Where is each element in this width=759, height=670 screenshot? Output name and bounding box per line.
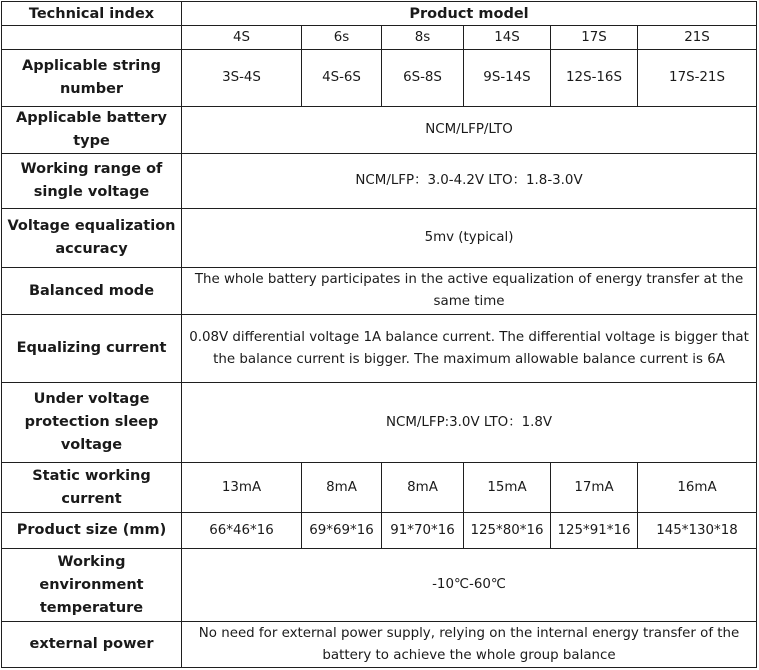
string-number-21s: 17S-21S (638, 50, 757, 107)
model-21s: 21S (638, 26, 757, 50)
single-voltage-value: NCM/LFP：3.0-4.2V LTO：1.8-3.0V (182, 154, 757, 209)
product-size-21s: 145*130*18 (638, 513, 757, 549)
equalization-accuracy-row (2, 209, 757, 268)
external-power-row (2, 622, 757, 668)
single-voltage-label: Working range of single voltage (2, 154, 182, 209)
string-number-label: Applicable string number (2, 50, 182, 107)
battery-type-row (2, 107, 757, 154)
technical-index-header: Technical index (2, 2, 182, 26)
static-current-4s: 13mA (182, 463, 302, 513)
balanced-mode-label: Balanced mode (2, 268, 182, 315)
working-temperature-value: -10℃-60℃ (182, 549, 757, 622)
static-current-8s: 8mA (382, 463, 464, 513)
model-row (2, 26, 757, 50)
string-number-row (2, 50, 757, 107)
balanced-mode-value: The whole battery participates in the active equalization of energy transfer at the same time (182, 268, 757, 315)
static-current-21s: 16mA (638, 463, 757, 513)
product-size-8s: 91*70*16 (382, 513, 464, 549)
string-number-4s: 3S-4S (182, 50, 302, 107)
battery-type-label: Applicable battery type (2, 107, 182, 154)
static-current-6s: 8mA (302, 463, 382, 513)
product-model-header: Product model (182, 2, 757, 26)
product-size-label: Product size (mm) (2, 513, 182, 549)
external-power-value: No need for external power supply, relying on the internal energy transfer of the battery to achieve the whole group balance (182, 622, 757, 668)
equalizing-current-value: 0.08V differential voltage 1A balance current. The differential voltage is bigger that the balance current is bigger. The maximum allowable balance current is 6A (182, 315, 757, 383)
balanced-mode-row (2, 268, 757, 315)
sleep-voltage-row (2, 383, 757, 463)
static-current-17s: 17mA (551, 463, 638, 513)
single-voltage-row (2, 154, 757, 209)
product-size-6s: 69*69*16 (302, 513, 382, 549)
sleep-voltage-label: Under voltage protection sleep voltage (2, 383, 182, 463)
model-17s: 17S (551, 26, 638, 50)
working-temperature-label: Working environment temperature (2, 549, 182, 622)
equalizing-current-label: Equalizing current (2, 315, 182, 383)
string-number-8s: 6S-8S (382, 50, 464, 107)
model-6s: 6s (302, 26, 382, 50)
product-size-14s: 125*80*16 (464, 513, 551, 549)
model-14s: 14S (464, 26, 551, 50)
battery-type-value: NCM/LFP/LTO (182, 107, 757, 154)
static-current-label: Static working current (2, 463, 182, 513)
spec-table (1, 1, 757, 668)
product-size-17s: 125*91*16 (551, 513, 638, 549)
product-size-4s: 66*46*16 (182, 513, 302, 549)
string-number-6s: 4S-6S (302, 50, 382, 107)
model-row-empty-cell (2, 26, 182, 50)
model-4s: 4S (182, 26, 302, 50)
string-number-14s: 9S-14S (464, 50, 551, 107)
working-temperature-row (2, 549, 757, 622)
static-current-row (2, 463, 757, 513)
product-size-row (2, 513, 757, 549)
string-number-17s: 12S-16S (551, 50, 638, 107)
static-current-14s: 15mA (464, 463, 551, 513)
equalization-accuracy-value: 5mv (typical) (182, 209, 757, 268)
equalization-accuracy-label: Voltage equalization accuracy (2, 209, 182, 268)
model-8s: 8s (382, 26, 464, 50)
sleep-voltage-value: NCM/LFP:3.0V LTO：1.8V (182, 383, 757, 463)
equalizing-current-row (2, 315, 757, 383)
header-row (2, 2, 757, 26)
external-power-label: external power (2, 622, 182, 668)
